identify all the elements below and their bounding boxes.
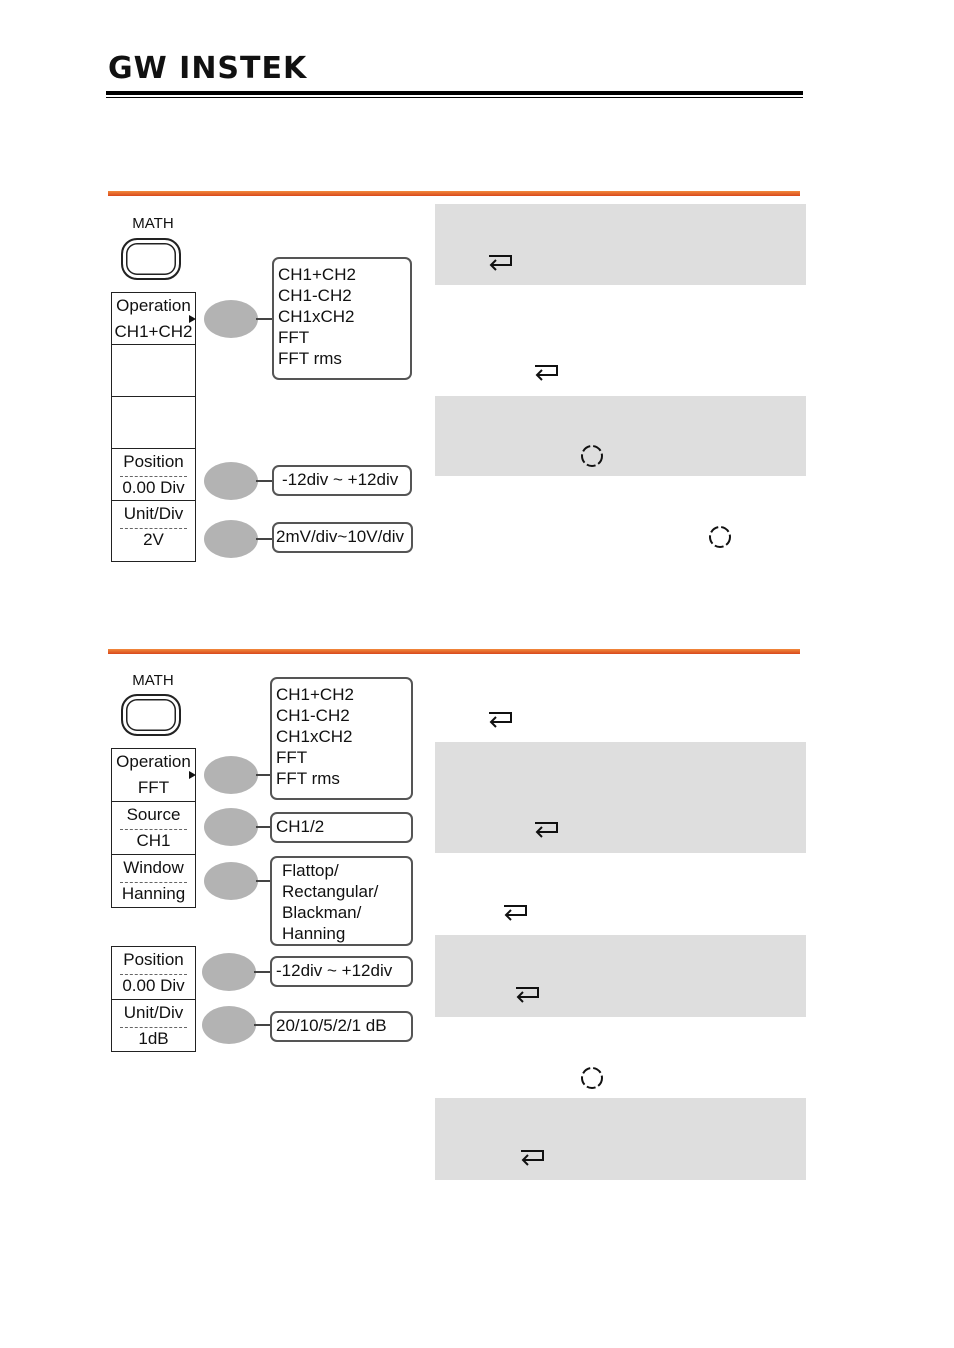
unit-range-box: 20/10/5/2/1 dB	[270, 1011, 413, 1042]
softkey-position[interactable]: Position 0.00 Div	[112, 449, 195, 501]
enter-key-icon	[533, 361, 559, 383]
position-range-box: -12div ~ +12div	[272, 465, 412, 496]
softkey-pointer	[204, 520, 258, 558]
operation-options-box: CH1+CH2 CH1-CH2 CH1xCH2 FFT FFT rms	[272, 257, 412, 380]
step-band	[435, 396, 806, 476]
math-key-label: MATH	[132, 215, 174, 232]
enter-key-icon	[502, 901, 528, 923]
math-button[interactable]	[121, 694, 181, 736]
softkey-pointer	[204, 756, 258, 794]
softkey-operation[interactable]: Operation FFT	[112, 749, 195, 802]
submenu-arrow-icon	[189, 315, 196, 323]
softkey-blank[interactable]	[112, 345, 195, 397]
softkey-source[interactable]: Source CH1	[112, 802, 195, 855]
gw-instek-logo: GW INSTEK	[108, 51, 308, 86]
softkey-unit-div[interactable]: Unit/Div 1dB	[112, 1000, 195, 1052]
softkey-unit-div[interactable]: Unit/Div 2V	[112, 501, 195, 553]
operation-options-box: CH1+CH2 CH1-CH2 CH1xCH2 FFT FFT rms	[270, 677, 413, 800]
step-band	[435, 742, 806, 853]
enter-key-icon	[519, 1146, 545, 1168]
softkey-menu	[111, 748, 196, 908]
softkey-window[interactable]: Window Hanning	[121, 858, 186, 903]
enter-key-icon	[487, 708, 513, 730]
math-key-label: MATH	[132, 672, 174, 689]
softkey-pointer	[204, 300, 258, 338]
section-rule-2	[108, 649, 800, 654]
softkey-pointer	[204, 862, 258, 900]
enter-key-icon	[487, 251, 513, 273]
submenu-arrow-icon	[189, 771, 196, 779]
softkey-menu	[111, 292, 196, 562]
enter-key-icon	[514, 983, 540, 1005]
softkey-menu	[111, 946, 196, 1052]
step-band	[435, 935, 806, 1017]
variable-knob-icon	[579, 1065, 605, 1091]
step-band	[435, 1098, 806, 1180]
window-options-box: Flattop/ Rectangular/ Blackman/ Hanning	[270, 856, 413, 946]
softkey-pointer	[202, 1006, 256, 1044]
position-range-box: -12div ~ +12div	[270, 956, 413, 987]
softkey-pointer	[202, 953, 256, 991]
source-options-box: CH1/2	[270, 812, 413, 843]
unit-range-box: 2mV/div~10V/div	[272, 522, 413, 553]
softkey-pointer	[204, 808, 258, 846]
softkey-blank[interactable]	[112, 397, 195, 449]
softkey-pointer	[204, 462, 258, 500]
header-rule	[106, 91, 803, 95]
softkey-position[interactable]: Position 0.00 Div	[112, 947, 195, 1000]
softkey-operation[interactable]: Operation CH1+CH2	[112, 293, 195, 345]
section-rule-1	[108, 191, 800, 196]
variable-knob-icon	[707, 524, 733, 550]
enter-key-icon	[533, 818, 559, 840]
header-rule-thin	[106, 97, 803, 98]
variable-knob-icon	[579, 443, 605, 469]
math-button[interactable]	[121, 238, 181, 280]
